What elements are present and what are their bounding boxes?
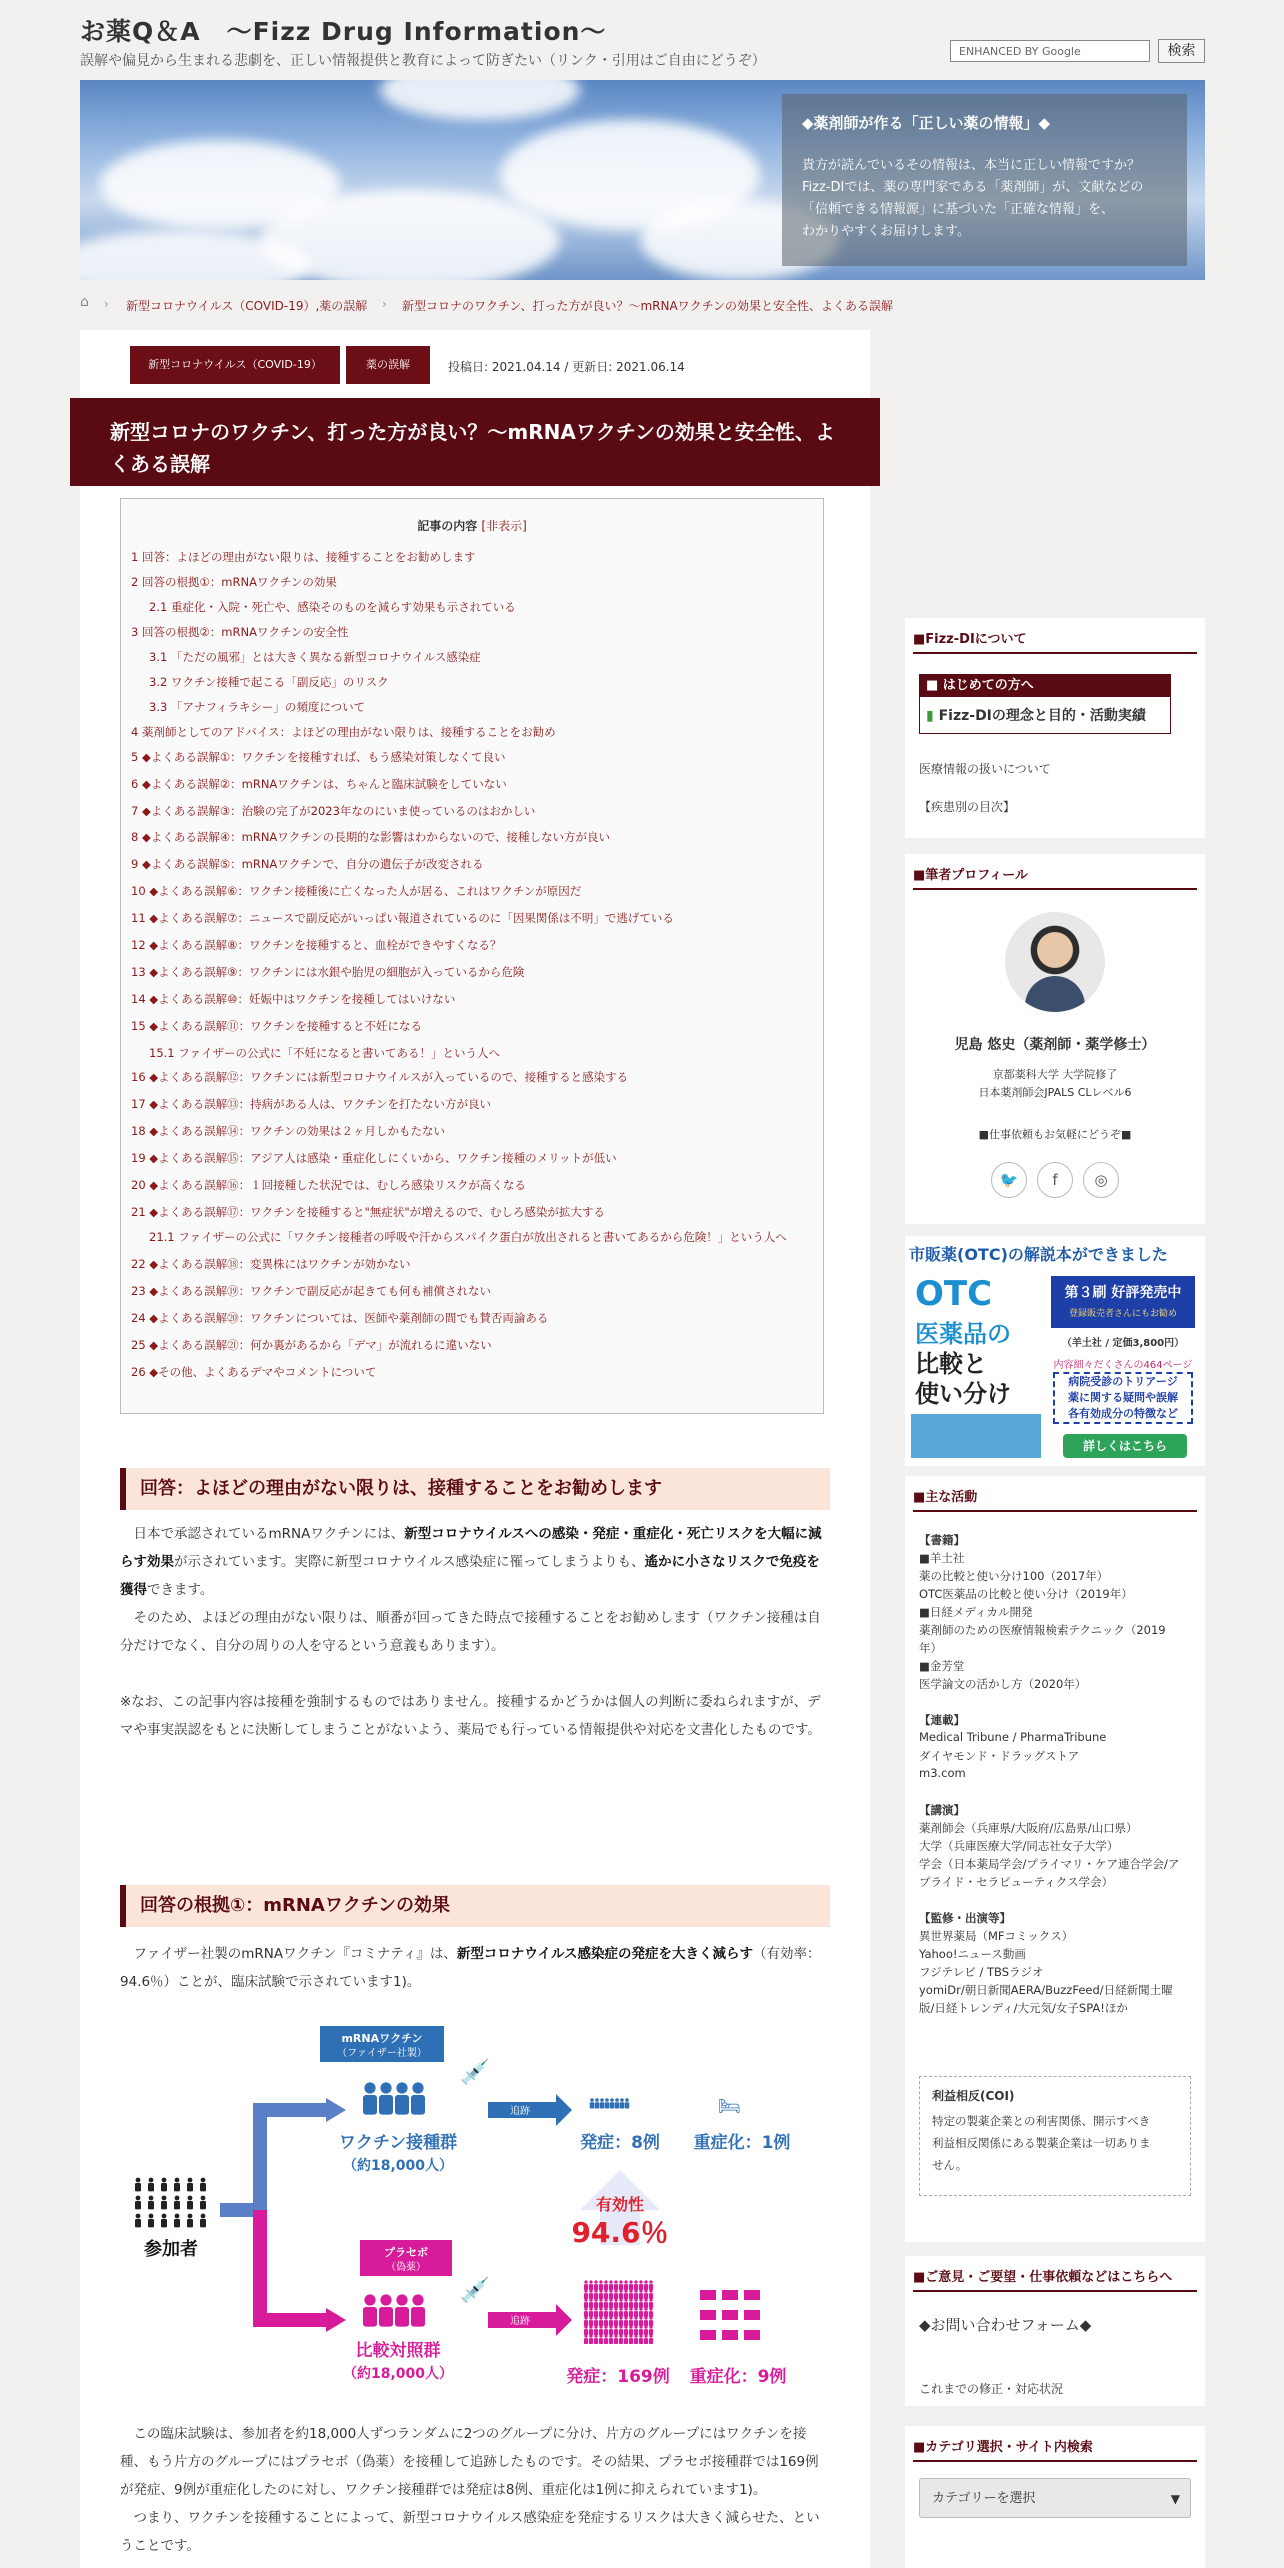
- activity-heading: 【書籍】: [919, 1533, 965, 1547]
- toc-title: 記事の内容 [非表示]: [417, 519, 527, 533]
- sidebar-link[interactable]: 医療情報の扱いについて: [919, 762, 1051, 776]
- hero-line: わかりやすくお届けします。: [802, 224, 970, 239]
- contact-widget: [905, 2256, 1205, 2406]
- search-input[interactable]: [950, 40, 1150, 62]
- toc-item[interactable]: 21.1 ファイザーの公式に「ワクチン接種者の呼吸や汗からスパイク蛋白が放出されると書いてあるから危険！」という人へ: [149, 1230, 787, 1244]
- activity-line: 版/日経トレンディ/大元気/女子SPA!ほか: [919, 2001, 1128, 2015]
- activity-line: OTC医薬品の比較と使い分け（2019年）: [919, 1587, 1133, 1601]
- breadcrumb-item[interactable]: 新型コロナウイルス（COVID-19）,薬の誤解: [126, 299, 368, 313]
- sidebar-link[interactable]: 【疾患別の目次】: [919, 800, 1016, 814]
- activity-line: 大学（兵庫医療大学/同志社女子大学）: [919, 1839, 1119, 1853]
- post-title: 新型コロナのワクチン、打った方が良い？～mRNAワクチンの効果と安全性、よくある誤解: [70, 398, 880, 486]
- toc-item[interactable]: 2.1 重症化・入院・死亡や、感染そのものを減らす効果も示されている: [149, 600, 516, 614]
- author-line: 日本薬剤師会JPALS CLレベル6: [978, 1086, 1132, 1099]
- activity-line: 薬剤師のための医療情報検索テクニック（2019: [919, 1623, 1166, 1637]
- placebo-severe: 重症化：9例: [689, 2367, 787, 2387]
- author-note: ■仕事依頼もお気軽にどうぞ■: [978, 1128, 1132, 1141]
- paragraph: ※なお、この記事内容は接種を強制するものではありません。接種するかどうかは個人の判断に委ねられますが、デマや事実誤認をもとに決断してしまうことがないよう、薬局でも行っている情報提供や対応を文書化したものです。: [120, 1694, 821, 1738]
- toc-item[interactable]: 22 ◆よくある誤解⑱：変異株にはワクチンが効かない: [131, 1257, 411, 1271]
- activity-line: ■日経メディカル開発: [919, 1605, 1033, 1619]
- toc-item[interactable]: 20 ◆よくある誤解⑯：１回接種した状況では、むしろ感染リスクが高くなる: [131, 1178, 526, 1192]
- author-name: 児島 悠史（薬剤師・薬学修士）: [954, 1037, 1156, 1053]
- toc-item[interactable]: 7 ◆よくある誤解③：治験の完了が2023年なのにいま使っているのはおかしい: [131, 804, 536, 818]
- breadcrumb-sep: ›: [104, 297, 109, 311]
- site-title[interactable]: お薬Q＆A 〜Fizz Drug Information〜: [80, 17, 607, 46]
- book-ad[interactable]: [905, 1236, 1205, 1466]
- activity-line: 医学論文の活かし方（2020年）: [919, 1677, 1087, 1691]
- syringe-icon: 💉: [460, 2276, 490, 2304]
- leaf-icon: ▮: [926, 708, 934, 724]
- widget-title: ■筆者プロフィール: [913, 868, 1028, 883]
- toc-item[interactable]: 6 ◆よくある誤解②：mRNAワクチンは、ちゃんと臨床試験をしていない: [131, 777, 507, 791]
- toc-item[interactable]: 1 回答：よほどの理由がない限りは、接種することをお勧めします: [131, 550, 476, 564]
- category-select[interactable]: カテゴリーを選択 ▼: [919, 2478, 1191, 2518]
- toc-item[interactable]: 4 薬剤師としてのアドバイス：よほどの理由がない限りは、接種することをお勧め: [131, 725, 556, 739]
- follow-label: 追跡: [510, 2106, 530, 2117]
- book-features: 病院受診のトリアージ 薬に関する疑問や誤解 各有効成分の特徴など: [1053, 1372, 1193, 1424]
- toc-item[interactable]: 9 ◆よくある誤解⑤：mRNAワクチンで、自分の遺伝子が改変される: [131, 857, 484, 871]
- placebo-label: プラセボ: [384, 2246, 428, 2259]
- toc-item[interactable]: 17 ◆よくある誤解⑬：持病がある人は、ワクチンを打たない方が良い: [131, 1097, 492, 1111]
- facebook-icon[interactable]: f: [1037, 1162, 1073, 1198]
- book-banner: 市販薬(OTC)の解説本ができました: [909, 1245, 1168, 1264]
- book-cover: OTC 医薬品の 比較と 使い分け: [911, 1274, 1041, 1458]
- print-badge: 第３刷 好評発売中 登録販売者さんにもお勧め: [1051, 1276, 1195, 1328]
- main-content: [80, 330, 870, 2568]
- vaccine-group-label: ワクチン接種群: [338, 2133, 458, 2153]
- trial-diagram: [120, 2020, 832, 2400]
- profile-widget: [905, 854, 1205, 1224]
- toc-item[interactable]: 15.1 ファイザーの公式に「不妊になると書いてある！」という人へ: [149, 1046, 501, 1060]
- activity-line: 年）: [919, 1641, 942, 1655]
- toc-item[interactable]: 19 ◆よくある誤解⑮：アジア人は感染・重症化しにくいから、ワクチン接種のメリットが低い: [131, 1151, 617, 1165]
- follow-label: 追跡: [510, 2316, 530, 2327]
- contact-form-link[interactable]: ◆お問い合わせフォーム◆: [919, 2316, 1092, 2334]
- category-widget: [905, 2426, 1205, 2568]
- book-details-button[interactable]: 詳しくはこちら: [1063, 1434, 1187, 1458]
- badge-top: ■ はじめての方へ: [920, 675, 1170, 697]
- coi-line: 特定の製薬企業との利害関係、開示すべき: [932, 2114, 1151, 2128]
- home-icon[interactable]: ⌂: [80, 294, 89, 310]
- coi-line: せん。: [932, 2158, 968, 2172]
- toc-item[interactable]: 3 回答の根拠②：mRNAワクチンの安全性: [131, 625, 349, 639]
- paragraph: この臨床試験は、参加者を約18,000人ずつランダムに2つのグループに分け、片方のグループにはワクチンを接種、もう片方のグループにはプラセボ（偽薬）を接種して追跡したものです。その結果、プラセボ接種群では169例が発症、9例が重症化したのに対し、ワクチン接種群では発症は8例、重症化は1例に抑えられています1)。: [120, 2426, 819, 2498]
- section-heading: 回答：よほどの理由がない限りは、接種することをお勧めします: [120, 1468, 830, 1510]
- site-header: [80, 12, 1205, 72]
- toc-item[interactable]: 25 ◆よくある誤解㉑：何か裏があるから「デマ」が流れるに違いない: [131, 1338, 492, 1352]
- revision-link[interactable]: これまでの修正・対応状況: [919, 2382, 1064, 2396]
- toc-item[interactable]: 15 ◆よくある誤解⑪：ワクチンを接種すると不妊になる: [131, 1019, 423, 1033]
- toc-item[interactable]: 8 ◆よくある誤解④：mRNAワクチンの長期的な影響はわからないので、接種しない方が良い: [131, 830, 610, 844]
- participants-label: 参加者: [144, 2239, 198, 2260]
- toc-item[interactable]: 18 ◆よくある誤解⑭：ワクチンの効果は２ヶ月しかもたない: [131, 1124, 446, 1138]
- vaccine-sub: （ファイザー社製）: [337, 2048, 427, 2059]
- placebo-onset-icons: [584, 2280, 653, 2344]
- toc-item[interactable]: 3.2 ワクチン接種で起こる「副反応」のリスク: [149, 675, 389, 689]
- hero-line: 「信頼できる情報源」に基づいた「正確な情報」を、: [802, 202, 1115, 217]
- badge-bottom: ▮ Fizz-DIの理念と目的・活動実績: [926, 708, 1146, 724]
- activity-line: Yahoo!ニュース動画: [919, 1947, 1026, 1961]
- toc-item[interactable]: 13 ◆よくある誤解⑨：ワクチンには水銀や胎児の細胞が入っているから危険: [131, 965, 525, 979]
- activity-line: フジテレビ / TBSラジオ: [919, 1965, 1044, 1979]
- breadcrumb-sep: ›: [382, 297, 387, 311]
- paragraph: 日本で承認されているmRNAワクチンには、新型コロナウイルスへの感染・発症・重症化・死亡リスクを大幅に減らす効果が示されています。実際に新型コロナウイルス感染症に罹ってしまうよりも、遙かに小さなリスクで免疫を獲得できます。: [120, 1526, 822, 1598]
- search-placeholder: ENHANCED BY Google: [959, 45, 1081, 58]
- placebo-onset: 発症：169例: [566, 2367, 670, 2387]
- toc-item[interactable]: 11 ◆よくある誤解⑦：ニュースで副反応がいっぱい報道されているのに「因果関係は不明」で逃げている: [131, 911, 674, 925]
- hero-line: 貴方が読んでいるその情報は、本当に正しい情報ですか？: [802, 158, 1141, 173]
- hero-message: [782, 94, 1187, 266]
- paragraph: つまり、ワクチンを接種することによって、新型コロナウイルス感染症を発症するリスクは大きく減らせた、ということです。: [120, 2510, 820, 2554]
- site-description: 誤解や偏見から生まれる悲劇を、正しい情報提供と教育によって防ぎたい（リンク・引用はご自由にどうぞ）: [80, 53, 766, 69]
- widget-title: ■ご意見・ご要望・仕事依頼などはこちらへ: [913, 2270, 1173, 2285]
- toc-item[interactable]: 5 ◆よくある誤解①：ワクチンを接種すれば、もう感染対策しなくて良い: [131, 750, 506, 764]
- paragraph: そのため、よほどの理由がない限りは、順番が回ってきた時点で接種することをお勧めします（ワクチン接種は自分だけでなく、自分の周りの人を守るという意義もあります）。: [120, 1610, 821, 1654]
- category-tag[interactable]: 新型コロナウイルス（COVID-19）: [130, 346, 340, 384]
- placebo-arrow: [260, 2210, 330, 2320]
- activity-line: yomiDr/朝日新聞AERA/BuzzFeed/日経新聞土曜: [919, 1983, 1173, 1997]
- toc-item[interactable]: 16 ◆よくある誤解⑫：ワクチンには新型コロナウイルスが入っているので、接種すると感染する: [131, 1070, 629, 1084]
- vaccine-onset: 発症：8例: [580, 2133, 660, 2153]
- breadcrumb-item: 新型コロナのワクチン、打った方が良い？～mRNAワクチンの効果と安全性、よくある誤解: [402, 299, 894, 313]
- activity-heading: 【監修・出演等】: [919, 1911, 1011, 1925]
- instagram-icon[interactable]: ◎: [1083, 1162, 1119, 1198]
- hero-banner: [80, 80, 1205, 280]
- activity-line: Medical Tribune / PharmaTribune: [919, 1730, 1107, 1744]
- placebo-group-n: （約18,000人）: [342, 2366, 454, 2382]
- activity-line: 異世界薬局（MFコミックス）: [919, 1929, 1074, 1943]
- toc-item[interactable]: 24 ◆よくある誤解⑳：ワクチンについては、医師や薬剤師の間でも賛否両論ある: [131, 1311, 549, 1325]
- book-blurb: 内容細々だくさんの464ページ: [1053, 1360, 1193, 1371]
- toc-item[interactable]: 21 ◆よくある誤解⑰：ワクチンを接種すると"無症状"が増えるので、むしろ感染が拡大する: [131, 1205, 605, 1219]
- activity-line: ■金芳堂: [919, 1659, 965, 1673]
- avatar: [1005, 912, 1105, 1012]
- efficacy-value: 94.6％: [571, 2216, 669, 2249]
- activity-heading: 【講演】: [919, 1803, 965, 1817]
- toc-item[interactable]: 2 回答の根拠①：mRNAワクチンの効果: [131, 575, 337, 589]
- toc-item[interactable]: 10 ◆よくある誤解⑥：ワクチン接種後に亡くなった人が居る、これはワクチンが原因だ: [131, 884, 582, 898]
- publisher: （羊土社 / 定価3,800円）: [1061, 1338, 1185, 1349]
- hero-heading: ◆薬剤師が作る「正しい薬の情報」◆: [802, 114, 1051, 132]
- toc-item[interactable]: 26 ◆その他、よくあるデマやコメントについて: [131, 1365, 377, 1379]
- widget-title: ■Fizz-DIについて: [913, 632, 1027, 647]
- activity-line: 薬の比較と使い分け100（2017年）: [919, 1569, 1109, 1583]
- coi-title: 利益相反(COI): [932, 2089, 1015, 2103]
- vaccine-trial-figure: [120, 2020, 832, 2400]
- activity-line: ■羊土社: [919, 1551, 965, 1565]
- search-button[interactable]: 検索: [1158, 39, 1205, 63]
- vaccine-severe: 重症化：1例: [693, 2133, 791, 2153]
- participants-icon: [135, 2178, 206, 2228]
- vaccine-arrow: [220, 2110, 330, 2210]
- breadcrumb: [80, 292, 1205, 314]
- bed-icon: 🛏: [718, 2096, 741, 2117]
- activity-heading: 【連載】: [919, 1713, 965, 1727]
- syringe-icon: 💉: [460, 2058, 490, 2086]
- activity-line: 薬剤師会（兵庫県/大阪府/広島県/山口県）: [919, 1821, 1138, 1835]
- category-tag[interactable]: 薬の誤解: [346, 346, 430, 384]
- about-badge[interactable]: [919, 674, 1171, 734]
- hero-line: Fizz-DIでは、薬の専門家である「薬剤師」が、文献などの: [802, 180, 1144, 195]
- toc-item[interactable]: 3.3 「アナフィラキシー」の頻度について: [149, 700, 366, 714]
- vaccine-group-n: （約18,000人）: [342, 2158, 454, 2174]
- author-line: 京都薬科大学 大学院修了: [992, 1068, 1118, 1081]
- activity-line: m3.com: [919, 1766, 966, 1780]
- table-of-contents: [120, 498, 824, 1414]
- placebo-sub: （偽薬）: [386, 2262, 426, 2273]
- toc-toggle[interactable]: [非表示]: [481, 519, 527, 533]
- toc-item[interactable]: 12 ◆よくある誤解⑧：ワクチンを接種すると、血栓ができやすくなる？: [131, 938, 502, 952]
- post-date: 投稿日: 2021.04.14 / 更新日: 2021.06.14: [448, 360, 685, 374]
- activity-line: ダイヤモンド・ドラッグストア: [919, 1749, 1080, 1763]
- chevron-down-icon: ▼: [1170, 2492, 1180, 2506]
- placebo-group-icon: [363, 2294, 425, 2326]
- placebo-group-label: 比較対照群: [355, 2341, 441, 2361]
- about-widget: [905, 618, 1205, 838]
- toc-item[interactable]: 23 ◆よくある誤解⑲：ワクチンで副反応が起きても何も補償されない: [131, 1284, 492, 1298]
- coi-box: [919, 2076, 1191, 2196]
- vaccine-onset-icons: [590, 2098, 630, 2108]
- coi-line: 利益相反関係にある製薬企業は一切ありま: [932, 2136, 1151, 2150]
- activity-line: 学会（日本薬局学会/プライマリ・ケア連合学会/ア: [919, 1857, 1180, 1871]
- vaccine-group-icon: [363, 2082, 425, 2114]
- widget-title: ■カテゴリ選択・サイト内検索: [913, 2440, 1093, 2455]
- efficacy-label: 有効性: [595, 2195, 645, 2214]
- placebo-severe-icons: [700, 2290, 760, 2340]
- toc-item[interactable]: 14 ◆よくある誤解⑩：妊娠中はワクチンを接種してはいけない: [131, 992, 456, 1006]
- section-heading: 回答の根拠①：mRNAワクチンの効果: [120, 1885, 830, 1927]
- activity-line: プライド・セラピューティクス学会）: [919, 1875, 1114, 1889]
- vaccine-label: mRNAワクチン: [341, 2032, 423, 2045]
- toc-item[interactable]: 3.1 「ただの風邪」とは大きく異なる新型コロナウイルス感染症: [149, 650, 481, 664]
- paragraph: ファイザー社製のmRNAワクチン『コミナティ』は、新型コロナウイルス感染症の発症を大きく減らす（有効率：94.6％）ことが、臨床試験で示されています1)。: [120, 1946, 821, 1990]
- activities-widget: [905, 1476, 1205, 2242]
- twitter-icon[interactable]: 🐦: [991, 1162, 1027, 1198]
- widget-title: ■主な活動: [913, 1490, 978, 1505]
